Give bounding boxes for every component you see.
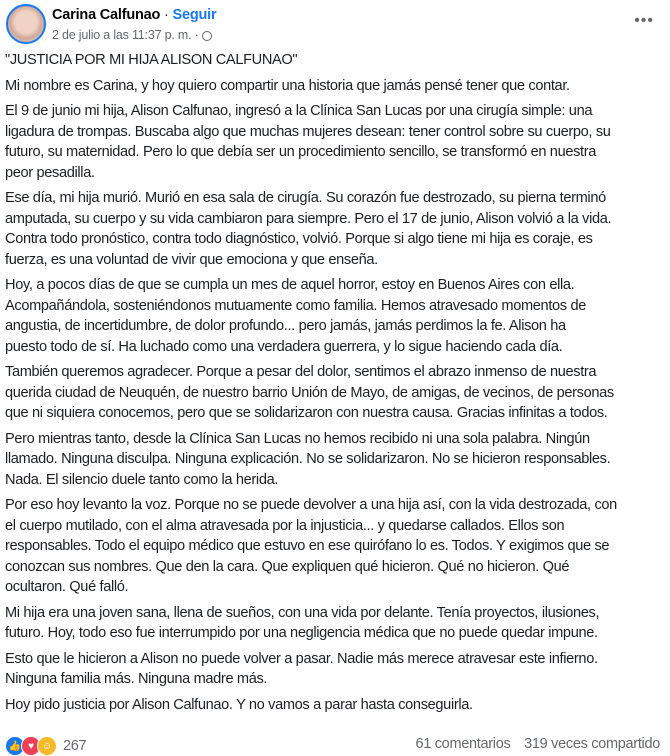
post-paragraph [5,76,667,97]
post-paragraph [5,188,667,270]
post-title [5,50,667,71]
text-line: Acompañándola, sosteniéndonos mutuamente como familia. Hemos atravesado momentos de [5,297,586,314]
text-line: conozcan sus nombres. Que den la cara. Que expliquen qué hicieron. Qué no hicieron. Qué [5,558,570,575]
text-line: Ninguna familia más. Ninguna madre más. [5,671,268,687]
reaction-count: 267 [63,738,87,754]
text-line: Ese día, mi hija murió. Murió en esa sala de cirugía. Su corazón fue destrozado, su pierna terminó [5,190,606,206]
author-row [52,7,216,23]
text-line: peor pesadilla. [5,164,95,181]
post-header [0,0,670,50]
post-paragraph [5,275,667,357]
avatar[interactable] [6,4,46,44]
text-line: Hoy pido justicia por Alison Calfunao. Y no vamos a parar hasta conseguirla. [5,696,473,713]
text-line: llamado. Ninguna disculpa. Ninguna explicación. No se solidarizaron. No se hicieron responsables. [5,451,611,467]
text-line: Por eso hoy levanto la voz. Porque no se puede devolver a una hija así, con la vida destrozada, con [5,497,617,513]
post-stats [405,736,660,752]
follow-button[interactable]: Seguir [172,7,217,23]
more-options-button[interactable]: ••• [634,12,654,29]
text-line: amputada, su cuerpo y su vida cambiaron para siempre. Pero el 17 de junio, Alison volvió a la vida. [5,210,612,227]
reactions-summary[interactable] [5,736,86,756]
post-paragraph [5,649,667,690]
care-reaction-icon: ☺ [37,736,57,756]
text-line: que ni siquiera conocemos, pero que se solidarizaron con nuestra causa. Gracias infinitas a todos. [5,405,608,421]
text-line: querida ciudad de Neuquén, de nuestro barrio Unión de Mayo, de amigas, de vecinos, de personas [5,384,614,401]
text-line: Esto que le hicieron a Alison no puede volver a pasar. Nadie más merece atravesar este infierno. [5,650,598,667]
post-paragraph [5,101,667,183]
timestamp[interactable]: 2 de julio a las 11:37 p. m. · [52,28,202,42]
author-name[interactable]: Carina Calfunao [52,7,161,23]
post-meta [52,28,212,42]
like-reaction-icon: 👍 [5,736,25,756]
post-paragraph [5,495,667,598]
text-line: futuro. Hoy, todo eso fue interrumpido por una negligencia médica que no puede quedar impune. [5,625,598,641]
post-body [5,50,667,720]
post-paragraph [5,362,667,424]
text-line: También queremos agradecer. Porque a pesar del dolor, sentimos el abrazo inmenso de nuestra [5,364,597,380]
text-line: Contra todo pronóstico, contra todo diagnóstico, volvió. Porque si algo tiene mi hija es coraje, es [5,231,593,247]
text-line: ligadura de trompas. Buscaba algo que muchas mujeres desean: tener control sobre su cuerpo, su [5,123,611,140]
text-line: responsables. Todo el equipo médico que estuvo en ese quirófano lo es. Todos. Y exigimos que se [5,538,610,554]
text-line: Hoy, a pocos días de que se cumpla un mes de aquel horror, estoy en Buenos Aires con ella. [5,277,575,293]
text-line: Mi nombre es Carina, y hoy quiero compartir una historia que jamás pensé tener que contar. [5,77,570,94]
text-line: El 9 de junio mi hija, Alison Calfunao, ingresó a la Clínica San Lucas por una cirugía simple: una [5,103,593,119]
post-paragraph [5,695,667,716]
text-line: angustia, de incertidumbre, de dolor profundo... pero jamás, jamás perdimos la fe. Alison ha [5,318,566,334]
text-line: el cuerpo mutilado, con el alma atravesada por la injusticia... y quedarse callados. Ellos son [5,517,565,534]
text-line: Nada. El silencio duele tanto como la herida. [5,471,279,488]
comments-link[interactable]: 61 comentarios [415,736,511,752]
separator: · [160,7,173,23]
love-reaction-icon: ♥ [21,736,41,756]
globe-icon [202,31,212,41]
text-line: ocultaron. Qué falló. [5,579,129,595]
shares-link[interactable]: 319 veces compartido [524,736,660,752]
post-paragraph [5,603,667,644]
text-line: Pero mientras tanto, desde la Clínica San Lucas no hemos recibido ni una sola palabra. Ningún [5,430,590,447]
text-line: "JUSTICIA POR MI HIJA ALISON CALFUNAO" [5,52,298,68]
post-footer [0,734,670,756]
post-paragraph [5,429,667,491]
text-line: puesto todo de sí. Ha luchado como una verdadera guerrera, y lo sigue haciendo cada día. [5,338,563,355]
text-line: fuerza, es una voluntad de vivir que emociona y que enseña. [5,251,378,268]
text-line: Mi hija era una joven sana, llena de sueños, con una vida por delante. Tenía proyectos, ilusiones, [5,604,600,621]
text-line: futuro, su maternidad. Pero lo que debía ser un procedimiento sencillo, se transformó en nuestra [5,144,597,160]
